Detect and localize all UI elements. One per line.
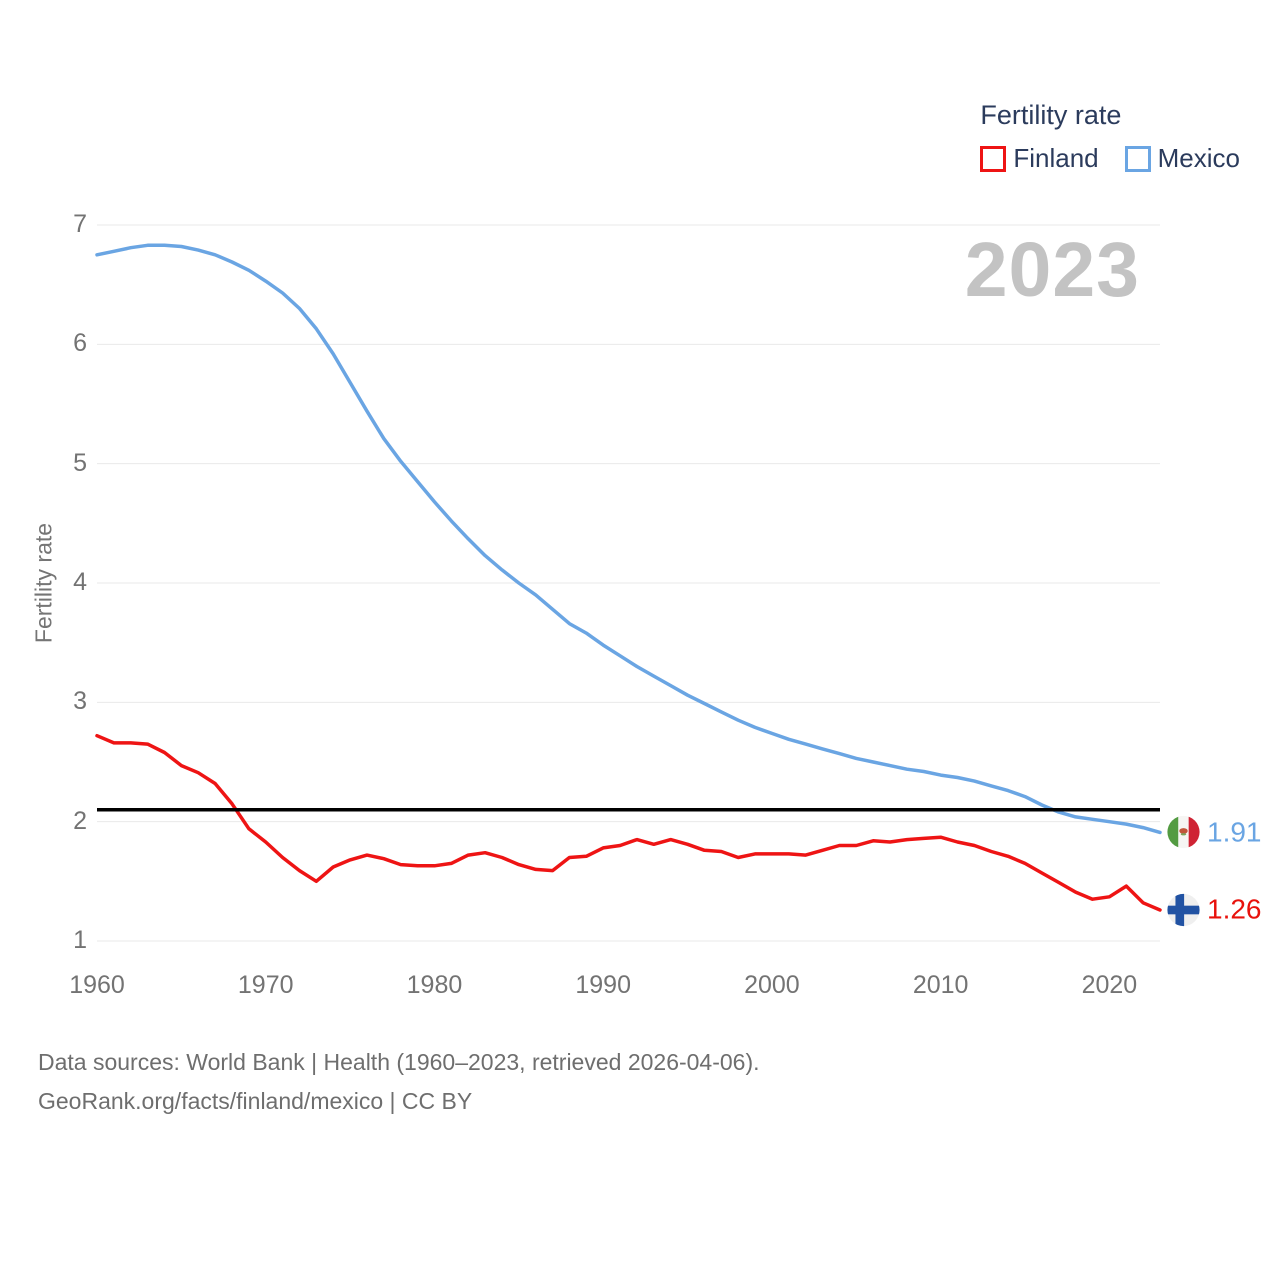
y-tick-label: 1 [73, 925, 87, 954]
year-watermark: 2023 [964, 227, 1140, 313]
legend-item-label: Finland [1013, 143, 1099, 173]
legend-item-label: Mexico [1157, 143, 1240, 173]
x-tick-label: 2020 [1081, 971, 1138, 999]
legend-item-finland[interactable] [980, 143, 1098, 174]
finland-line [97, 736, 1160, 910]
legend-title: Fertility rate [980, 100, 1122, 130]
finland-flag-icon [1167, 893, 1200, 926]
x-tick-label: 1960 [69, 971, 125, 999]
y-tick-label: 5 [73, 448, 87, 477]
finland-swatch-icon [980, 146, 1006, 172]
mexico-flag-icon [1167, 816, 1200, 849]
x-tick-label: 1980 [406, 971, 463, 999]
end-label-finland [1167, 893, 1262, 926]
mexico-swatch-icon [1125, 146, 1151, 172]
mexico-end-value: 1.91 [1207, 816, 1262, 848]
legend [980, 100, 1240, 174]
x-tick-label: 1990 [575, 971, 631, 999]
end-label-mexico [1167, 816, 1262, 849]
y-tick-label: 6 [73, 329, 87, 358]
y-axis-title: Fertility rate [30, 522, 57, 644]
footer [38, 1043, 760, 1121]
y-tick-label: 2 [73, 806, 87, 835]
legend-item-mexico[interactable] [1125, 143, 1240, 174]
legend-row [980, 143, 1240, 174]
x-tick-label: 2000 [744, 971, 800, 999]
finland-end-value: 1.26 [1207, 893, 1262, 925]
x-tick-label: 2010 [912, 971, 969, 999]
mexico-line [97, 245, 1160, 832]
y-tick-label: 7 [73, 209, 87, 238]
attribution-line: GeoRank.org/facts/finland/mexico | CC BY [38, 1088, 473, 1114]
x-tick-label: 1970 [237, 971, 294, 999]
y-tick-label: 4 [73, 567, 87, 596]
y-tick-label: 3 [73, 687, 87, 716]
data-sources-line: Data sources: World Bank | Health (1960–2023, retrieved 2026-04-06). [38, 1049, 760, 1075]
